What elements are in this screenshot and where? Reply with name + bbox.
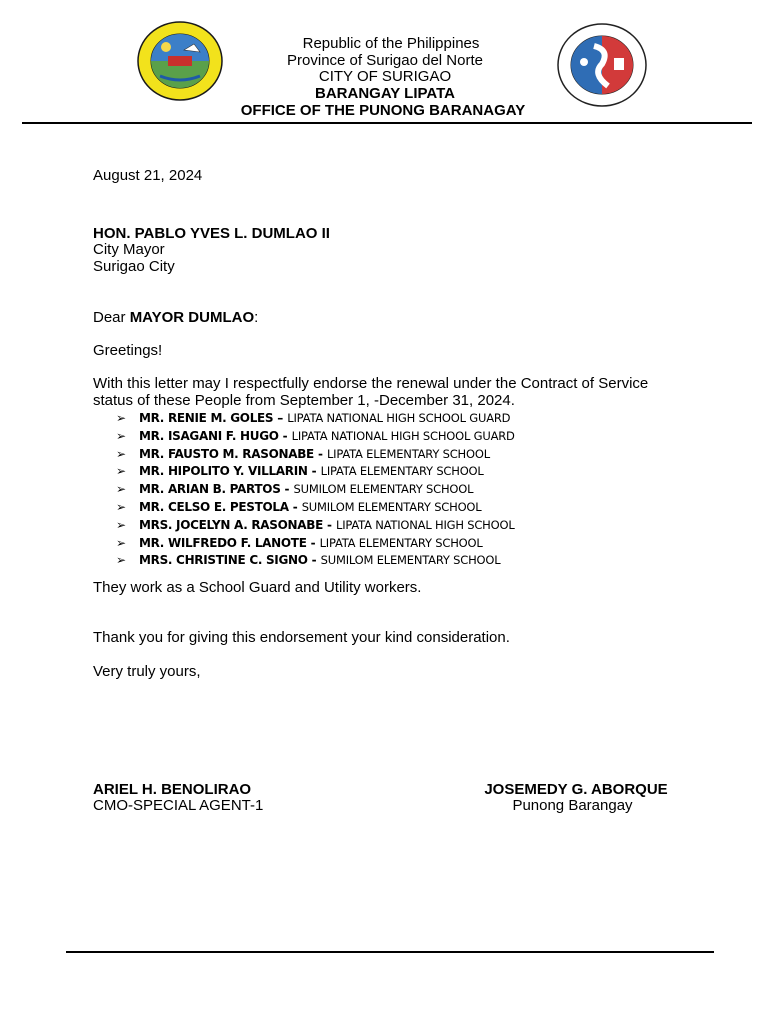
person-school: LIPATA ELEMENTARY SCHOOL [320, 464, 484, 479]
person-school: LIPATA NATIONAL HIGH SCHOOL [336, 517, 515, 532]
person-name: MR. ARIAN B. PARTOS [139, 482, 281, 497]
greeting: Greetings! [93, 342, 163, 359]
thanks-line: Thank you for giving this endorsement your kind consideration. [93, 629, 510, 646]
separator: - [311, 464, 317, 479]
person-school: LIPATA NATIONAL HIGH SCHOOL GUARD [287, 411, 511, 425]
person-name: MR. WILFREDO F. LANOTE [139, 535, 307, 550]
separator: - [310, 535, 316, 550]
person-name: MR. CELSO E. PESTOLA [139, 499, 289, 514]
letterhead-city: CITY OF SURIGAO [318, 68, 452, 85]
arrow-bullet-icon: ➢ [116, 446, 127, 461]
separator: - [292, 499, 298, 514]
signatory-right-title: Punong Barangay [512, 797, 633, 814]
letter-date: August 21, 2024 [93, 167, 203, 184]
salutation-suffix: : [254, 309, 259, 326]
arrow-bullet-icon: ➢ [116, 517, 127, 532]
signatory-left-name: ARIEL H. BENOLIRAO [93, 781, 252, 798]
arrow-bullet-icon: ➢ [116, 499, 127, 514]
person-name: MRS. JOCELYN A. RASONABE [139, 517, 324, 532]
separator: - [317, 446, 323, 461]
letterhead-province: Province of Surigao del Norte [287, 52, 483, 69]
arrow-bullet-icon: ➢ [116, 428, 127, 443]
letterhead-republic: Republic of the Philippines [302, 35, 480, 52]
recipient-name: HON. PABLO YVES L. DUMLAO II [93, 225, 330, 242]
signatory-left-title: CMO-SPECIAL AGENT-1 [93, 797, 264, 814]
list-item [116, 410, 515, 428]
signatory-right-name: JOSEMEDY G. ABORQUE [484, 781, 668, 798]
arrow-bullet-icon: ➢ [116, 411, 127, 425]
person-school: SUMILOM ELEMENTARY SCHOOL [320, 553, 501, 568]
list-item [116, 463, 515, 481]
salutation-name: MAYOR DUMLAO [129, 309, 255, 326]
intro-paragraph: With this letter may I respectfully endorse the renewal under the Contract of Service status of these People from September 1, -December 31, 2024. [93, 375, 649, 409]
separator: - [284, 482, 290, 497]
separator: – [277, 411, 284, 425]
person-name: MR. FAUSTO M. RASONABE [139, 446, 314, 461]
person-name: MR. HIPOLITO Y. VILLARIN [139, 464, 308, 479]
arrow-bullet-icon: ➢ [116, 464, 127, 479]
person-school: LIPATA ELEMENTARY SCHOOL [319, 535, 483, 550]
closing-line: Very truly yours, [93, 663, 201, 680]
arrow-bullet-icon: ➢ [116, 553, 127, 568]
arrow-bullet-icon: ➢ [116, 535, 127, 550]
person-school: SUMILOM ELEMENTARY SCHOOL [301, 499, 482, 514]
person-name: MR. RENIE M. GOLES [139, 411, 274, 425]
person-school: LIPATA ELEMENTARY SCHOOL [326, 446, 490, 461]
people-list [116, 410, 515, 570]
salutation [93, 309, 258, 326]
person-name: MR. ISAGANI F. HUGO [139, 428, 279, 443]
header-divider [22, 122, 752, 124]
surigao-city-seal-icon [556, 22, 648, 108]
separator: - [282, 428, 288, 443]
list-item [116, 535, 515, 553]
list-item [116, 446, 515, 464]
letterhead-office: OFFICE OF THE PUNONG BARANAGAY [240, 102, 526, 119]
recipient-location: Surigao City [93, 258, 175, 275]
person-school: LIPATA NATIONAL HIGH SCHOOL GUARD [291, 428, 515, 443]
work-note: They work as a School Guard and Utility workers. [93, 579, 422, 596]
arrow-bullet-icon: ➢ [116, 482, 127, 497]
letterhead-barangay: BARANGAY LIPATA [314, 85, 455, 102]
list-item [116, 481, 515, 499]
person-school: SUMILOM ELEMENTARY SCHOOL [293, 482, 474, 497]
person-name: MRS. CHRISTINE C. SIGNO [139, 553, 308, 568]
list-item [116, 499, 515, 517]
separator: - [311, 553, 317, 568]
separator: - [327, 517, 332, 532]
barangay-lipata-seal-icon [136, 20, 224, 102]
list-item [116, 428, 515, 446]
footer-divider [66, 951, 714, 953]
list-item [116, 552, 515, 570]
salutation-prefix: Dear [93, 309, 130, 326]
list-item [116, 517, 515, 535]
recipient-title: City Mayor [93, 241, 165, 258]
